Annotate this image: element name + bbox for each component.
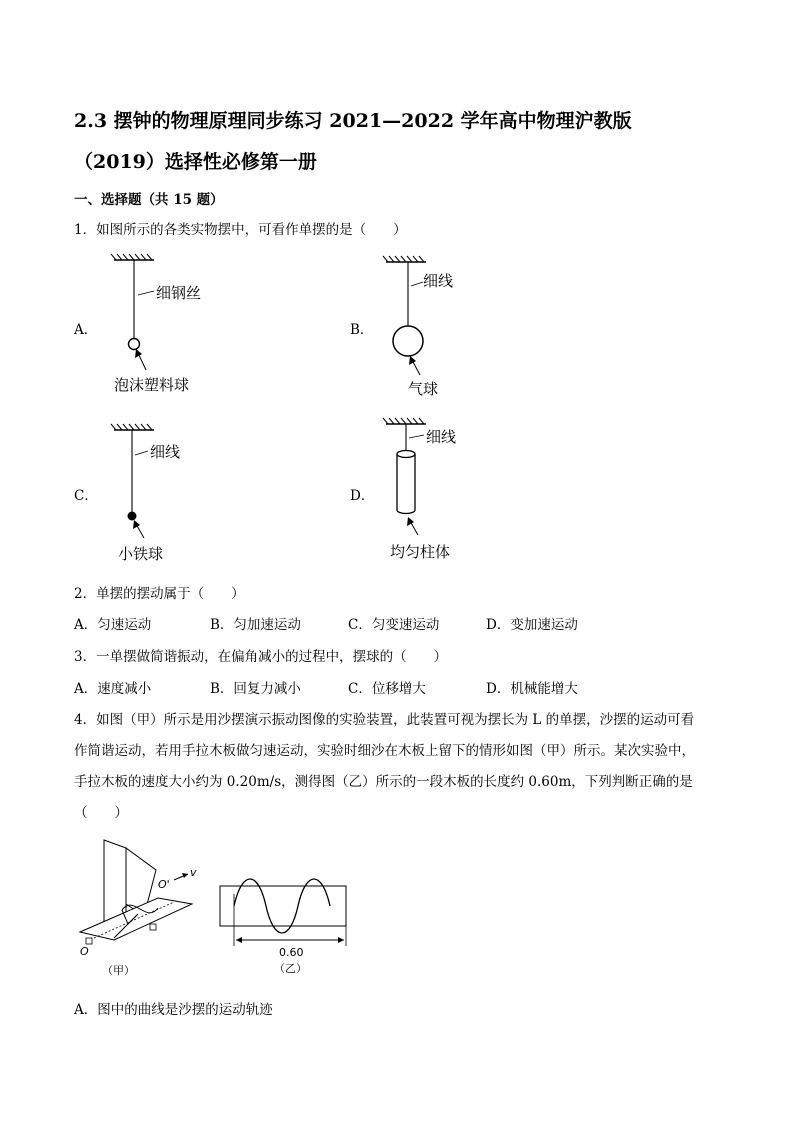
- q1-figure-d: [378, 414, 498, 570]
- q3-option-c: C．位移增大: [348, 681, 426, 697]
- q4-stem-line-1: 4．如图（甲）所示是用沙摆演示振动图像的实验装置，此装置可视为摆长为 L 的单摆，沙摆的运动可看: [74, 712, 695, 728]
- q1-stem: 1．如图所示的各类实物摆中，可看作单摆的是（ ）: [74, 222, 407, 238]
- fig-jia-o-prime: O': [158, 878, 170, 891]
- q1-d-bob-label: 均匀柱体: [390, 543, 451, 561]
- q1-a-bob-label: 泡沫塑料球: [114, 376, 190, 394]
- q1-figure-c: [106, 420, 216, 570]
- q1-option-b-letter: B．: [350, 322, 374, 338]
- q4-stem-line-3: 手拉木板的速度大小约为 0.20m/s，测得图（乙）所示的一段木板的长度约 0.60m，下列判断正确的是: [74, 774, 693, 790]
- q1-figure-b: [378, 252, 488, 402]
- section-heading: 一、选择题（共 15 题）: [74, 192, 224, 208]
- q1-c-string-label: 细线: [150, 443, 181, 461]
- fig-yi-caption: （乙）: [274, 962, 307, 975]
- q1-option-c-letter: C．: [74, 488, 98, 504]
- ceiling-hatch-icon: [383, 418, 426, 424]
- q2-option-d: D．变加速运动: [486, 617, 578, 633]
- iron-ball-icon: [128, 512, 137, 521]
- page-title-line-1: 2.3 摆钟的物理原理同步练习 2021—2022 学年高中物理沪教版: [74, 110, 632, 132]
- q4-figure-jia: [74, 834, 214, 984]
- page-title-line-2: （2019）选择性必修第一册: [74, 151, 317, 173]
- fig-jia-v: v: [190, 866, 197, 879]
- q1-a-string-label: 细钢丝: [156, 284, 202, 302]
- q4-stem-line-2: 作简谐运动，若用手拉木板做匀速运动，实验时细沙在木板上留下的情形如图（甲）所示。某次实验中，: [74, 743, 695, 759]
- q2-option-b: B．匀加速运动: [210, 617, 301, 633]
- q3-option-b: B．回复力减小: [210, 681, 301, 697]
- q4-stem-line-4: （ ）: [74, 805, 128, 821]
- q2-option-c: C．匀变速运动: [348, 617, 440, 633]
- fig-jia-caption: （甲）: [102, 964, 135, 977]
- q1-option-d-letter: D．: [350, 488, 375, 504]
- ceiling-hatch-icon: [111, 254, 154, 260]
- fig-jia-o: O: [80, 945, 89, 958]
- q4-option-a: A．图中的曲线是沙摆的运动轨迹: [74, 1002, 273, 1018]
- q2-stem: 2．单摆的摆动属于（ ）: [74, 586, 245, 602]
- ceiling-hatch-icon: [111, 424, 154, 430]
- q1-d-string-label: 细线: [426, 428, 457, 446]
- q3-stem: 3．一单摆做简谐振动，在偏角减小的过程中，摆球的（ ）: [74, 649, 448, 665]
- q1-b-string-label: 细线: [423, 272, 454, 290]
- q1-c-bob-label: 小铁球: [118, 545, 164, 563]
- cylinder-icon: [397, 451, 415, 514]
- q2-option-a: A．匀速运动: [74, 617, 152, 633]
- q3-option-d: D．机械能增大: [486, 681, 578, 697]
- q1-figure-a: [106, 252, 216, 402]
- q1-option-a-letter: A．: [74, 322, 98, 338]
- q4-figure-yi: [216, 874, 356, 984]
- balloon-icon: [393, 326, 423, 356]
- q3-option-a: A．速度减小: [74, 681, 152, 697]
- fig-yi-length: 0.60: [279, 946, 304, 959]
- foam-ball-icon: [129, 339, 140, 350]
- q1-b-bob-label: 气球: [408, 380, 439, 398]
- ceiling-hatch-icon: [383, 256, 426, 262]
